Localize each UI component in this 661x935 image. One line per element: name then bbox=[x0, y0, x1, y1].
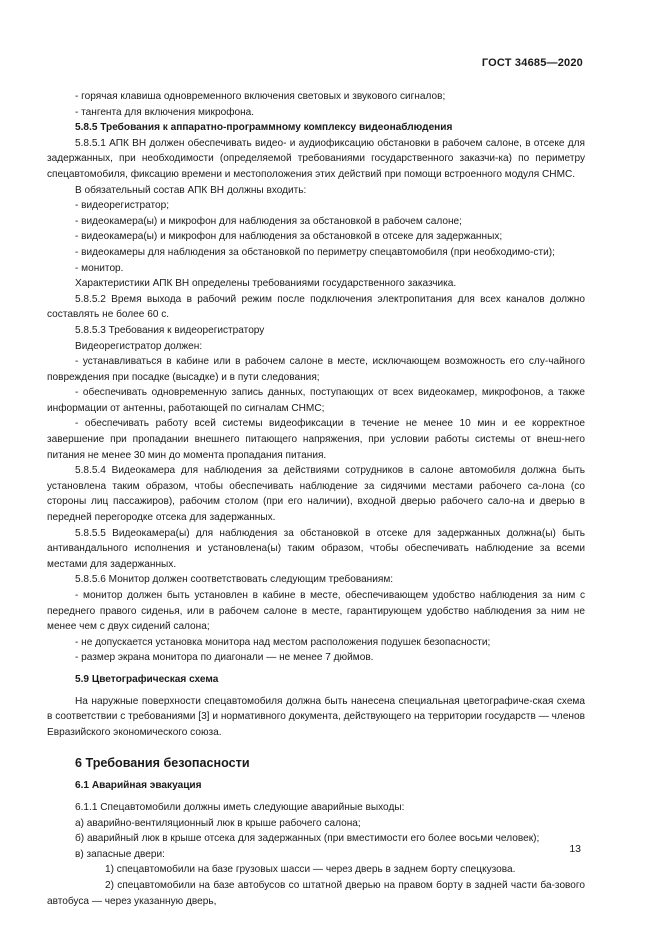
list-item: - видеорегистратор; bbox=[75, 200, 170, 212]
paragraph-5-8-5-5: 5.8.5.5 Видеокамера(ы) для наблюдения за обстановкой в отсеке для задержанных должна(ы) быть антивандального исполнения и установлена(ы) таким образом, чтобы обеспечивать наблюдение за всеми местами для задержанных. bbox=[47, 527, 585, 570]
paragraph-5-8-5-6: 5.8.5.6 Монитор должен соответствовать следующим требованиям: bbox=[75, 574, 394, 586]
paragraph: Характеристики АПК ВН определены требованиями государственного заказчика. bbox=[75, 278, 457, 290]
list-item: - видеокамера(ы) и микрофон для наблюдения за обстановкой в рабочем салоне; bbox=[75, 215, 462, 227]
section-heading-5-9: 5.9 Цветографическая схема bbox=[75, 673, 219, 685]
list-item: - не допускается установка монитора над местом расположения подушек безопасности; bbox=[75, 636, 491, 648]
section-heading-5-8-5: 5.8.5 Требования к аппаратно-программному комплексу видеонаблюдения bbox=[75, 122, 453, 134]
paragraph: В обязательный состав АПК ВН должны входить: bbox=[75, 184, 307, 196]
paragraph: Видеорегистратор должен: bbox=[75, 340, 203, 352]
document-header: ГОСТ 34685—2020 bbox=[481, 57, 583, 69]
page-number: 13 bbox=[569, 843, 581, 855]
list-item: - тангента для включения микрофона. bbox=[75, 106, 255, 118]
list-item: - видеокамеры для наблюдения за обстановкой по периметру спецавтомобиля (при необходимо-сти); bbox=[75, 246, 555, 258]
list-item: - видеокамера(ы) и микрофон для наблюдения за обстановкой в отсеке для задержанных; bbox=[75, 231, 503, 243]
paragraph-5-8-5-2: 5.8.5.2 Время выхода в рабочий режим после подключения электропитания для всех каналов должно составлять не более 60 с. bbox=[47, 293, 585, 321]
sub-list-item-1: 1) спецавтомобили на базе грузовых шасси — через дверь в заднем борту спецкузова. bbox=[105, 864, 516, 876]
paragraph-5-9: На наружные поверхности спецавтомобиля должна быть нанесена специальная цветографиче-ская схема в соответствии с требованиями [3] и нормативного документа, действующего на территории государств — членов Евразийского экономического союза. bbox=[47, 695, 585, 738]
list-item-a: а) аварийно-вентиляционный люк в крыше рабочего салона; bbox=[75, 817, 361, 829]
list-item: - обеспечивать работу всей системы видеофиксации в течение не менее 10 мин и ее корректное завершение при пропадании внешнего питающего напряжения, при условии работы системы от внеш-него питания не менее 30 мин до момента пропадания питания. bbox=[47, 418, 585, 461]
section-heading-6: 6 Требования безопасности bbox=[75, 756, 250, 771]
list-item: - устанавливаться в кабине или в рабочем салоне в месте, исключающем возможность его слу-чайного повреждения при посадке (высадке) и в пути следования; bbox=[47, 356, 585, 383]
list-item: - горячая клавиша одновременного включения световых и звукового сигналов; bbox=[75, 91, 446, 102]
list-item: - обеспечивать одновременную запись данных, поступающих от всех видеокамер, микрофонов, а также информации от антенны, работающей по сигналам СНМС; bbox=[47, 387, 585, 414]
paragraph-5-8-5-1: 5.8.5.1 АПК ВН должен обеспечивать видео- и аудиофиксацию обстановки в рабочем салоне, в отсеке для задержанных, при необходимости (определяемой требованиями государственного заказчи-ка) по периметру спецавтомобиля, фиксацию времени и местоположения этих действий при помощи встроенного модуля СНМС. bbox=[47, 137, 585, 180]
paragraph-5-8-5-4: 5.8.5.4 Видеокамера для наблюдения за действиями сотрудников в салоне автомобиля должна быть установлена таким образом, чтобы обеспечивать наблюдение за сидячими местами рабочего са-лона (со стороны лиц пассажиров), рабочим столом (при его наличии), входной дверью рабочего сало-на и дверью в передней перегородке отсека для задержанных. bbox=[47, 465, 585, 524]
document-body bbox=[47, 89, 585, 909]
list-item-b: б) аварийный люк в крыше отсека для задержанных (при вместимости его более восьми человек); bbox=[75, 833, 540, 845]
list-item: - монитор. bbox=[75, 262, 124, 274]
paragraph-6-1-1: 6.1.1 Спецавтомобили должны иметь следующие аварийные выходы: bbox=[75, 801, 405, 813]
paragraph-5-8-5-3: 5.8.5.3 Требования к видеорегистратору bbox=[75, 324, 265, 336]
list-item-v: в) запасные двери: bbox=[75, 848, 165, 860]
section-heading-6-1: 6.1 Аварийная эвакуация bbox=[75, 780, 202, 792]
list-item: - размер экрана монитора по диагонали — не менее 7 дюймов. bbox=[75, 652, 374, 664]
spacer bbox=[47, 740, 585, 754]
sub-list-item-2: 2) спецавтомобили на базе автобусов со штатной дверью на правом борту в задней части ба-зового автобуса — через указанную дверь, bbox=[47, 879, 585, 907]
list-item: - монитор должен быть установлен в кабине в месте, обеспечивающем удобство наблюдения за ним с переднего правого сиденья, или в рабочем салоне в месте, гарантирующем удобство наблюдения за ним не менее чем с двух сидений салона; bbox=[47, 590, 585, 633]
